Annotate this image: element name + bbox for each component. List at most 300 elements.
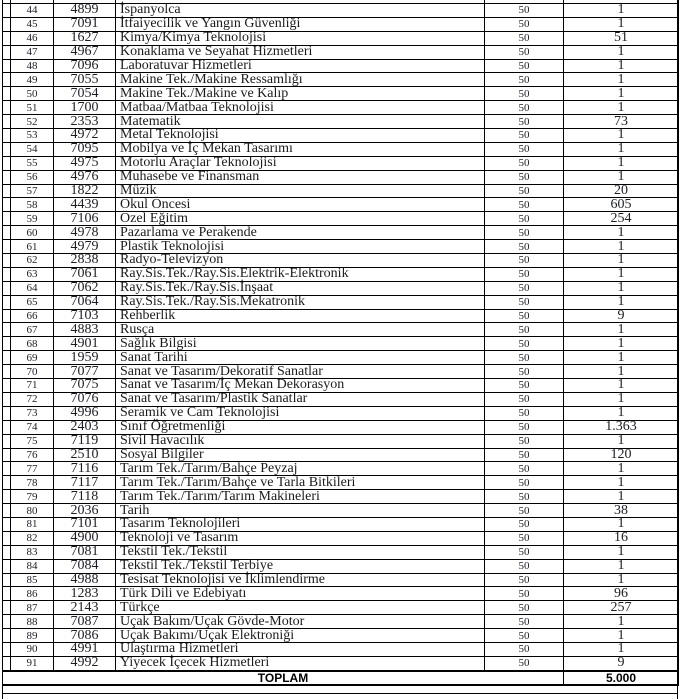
quota-cell: 50 [485,615,564,629]
table-row [3,31,679,45]
row-number-cell: 72 [11,392,54,406]
name-cell: Matematik [116,115,485,129]
code-cell: 7077 [54,365,116,379]
quota-table [2,0,679,686]
code-cell: 4979 [54,240,116,254]
name-cell: Okul Öncesi [116,198,485,212]
quota-cell: 50 [485,420,564,434]
table-row [3,476,679,490]
count-cell: 257 [564,601,679,615]
count-cell: 1 [564,629,679,643]
gutter-cell [3,87,11,101]
count-cell: 1 [564,59,679,73]
count-cell: 1 [564,170,679,184]
code-cell: 7055 [54,73,116,87]
count-cell: 1 [564,295,679,309]
quota-cell: 50 [485,170,564,184]
name-cell: Tekstil Tek./Tekstil Terbiye [116,559,485,573]
count-cell: 1 [564,254,679,268]
row-number-cell: 69 [11,351,54,365]
code-cell: 7076 [54,392,116,406]
table-row [3,629,679,643]
row-number-cell: 70 [11,365,54,379]
table-row [3,545,679,559]
row-number-cell: 59 [11,212,54,226]
gutter-cell [3,490,11,504]
quota-cell: 50 [485,629,564,643]
gutter-cell [3,101,11,115]
count-cell: 1 [564,392,679,406]
row-number-cell: 54 [11,142,54,156]
row-number-cell: 56 [11,170,54,184]
code-cell: 4988 [54,573,116,587]
quota-cell: 50 [485,295,564,309]
count-cell: 1 [564,462,679,476]
row-number-cell: 47 [11,45,54,59]
quota-cell: 50 [485,281,564,295]
count-cell: 1 [564,281,679,295]
table-row [3,587,679,601]
count-cell: 38 [564,504,679,518]
row-number-cell: 62 [11,254,54,268]
row-number-cell: 77 [11,462,54,476]
name-cell: Ulaştırma Hizmetleri [116,642,485,656]
name-cell: Sınıf Öğretmenliği [116,420,485,434]
count-cell: 73 [564,115,679,129]
quota-cell: 50 [485,476,564,490]
count-cell: 1 [564,101,679,115]
table-row [3,212,679,226]
count-cell: 1 [564,17,679,31]
name-cell: Türkçe [116,601,485,615]
row-number-cell: 84 [11,559,54,573]
table-row [3,45,679,59]
code-cell: 4975 [54,156,116,170]
code-cell: 7103 [54,309,116,323]
quota-cell: 50 [485,267,564,281]
gutter-cell [3,45,11,59]
code-cell: 7096 [54,59,116,73]
count-cell: 9 [564,656,679,670]
count-cell: 1 [564,379,679,393]
quota-cell: 50 [485,517,564,531]
gutter-cell [3,517,11,531]
row-number-cell: 90 [11,642,54,656]
name-cell: Tarım Tek./Tarım/Bahçe ve Tarla Bitkileri [116,476,485,490]
name-cell: Pazarlama ve Perakende [116,226,485,240]
count-cell: 51 [564,31,679,45]
quota-cell: 50 [485,434,564,448]
gutter-cell [3,573,11,587]
table-row [3,240,679,254]
quota-cell: 50 [485,212,564,226]
name-cell: Plastik Teknolojisi [116,240,485,254]
row-number-cell: 61 [11,240,54,254]
table-row [3,323,679,337]
table-row [3,559,679,573]
row-number-cell: 76 [11,448,54,462]
row-number-cell: 60 [11,226,54,240]
code-cell: 7087 [54,615,116,629]
quota-cell: 50 [485,462,564,476]
table-row [3,531,679,545]
table-row [3,406,679,420]
table-row [3,351,679,365]
code-cell: 7118 [54,490,116,504]
total-value: 5.000 [564,671,679,685]
quota-cell: 50 [485,115,564,129]
row-number-cell: 64 [11,281,54,295]
code-cell: 4899 [54,4,116,18]
count-cell: 1 [564,476,679,490]
code-cell: 7101 [54,517,116,531]
count-cell: 1 [564,323,679,337]
gutter-cell [3,476,11,490]
count-cell: 9 [564,309,679,323]
code-cell: 2036 [54,504,116,518]
name-cell: İspanyolca [116,4,485,18]
quota-cell: 50 [485,142,564,156]
count-cell: 120 [564,448,679,462]
table-row [3,198,679,212]
name-cell: İtfaiyecilik ve Yangın Güvenliği [116,17,485,31]
quota-cell: 50 [485,73,564,87]
next-section-border [2,693,678,694]
name-cell: Sanat ve Tasarım/İç Mekan Dekorasyon [116,379,485,393]
quota-cell: 50 [485,87,564,101]
row-number-cell: 67 [11,323,54,337]
code-cell: 7061 [54,267,116,281]
table-row [3,379,679,393]
name-cell: Ray.Sis.Tek./Ray.Sis.Mekatronik [116,295,485,309]
quota-cell: 50 [485,198,564,212]
gutter-cell [3,73,11,87]
code-cell: 4996 [54,406,116,420]
table-row [3,226,679,240]
gutter-cell [3,351,11,365]
row-number-cell: 44 [11,4,54,18]
name-cell: Tarım Tek./Tarım/Bahçe Peyzaj [116,462,485,476]
gutter-cell [3,142,11,156]
count-cell: 1 [564,351,679,365]
code-cell: 2353 [54,115,116,129]
code-cell: 7064 [54,295,116,309]
row-number-cell: 87 [11,601,54,615]
row-number-cell: 83 [11,545,54,559]
count-cell: 20 [564,184,679,198]
gutter-cell [3,629,11,643]
row-number-cell: 65 [11,295,54,309]
gutter-cell [3,365,11,379]
gutter-cell [3,281,11,295]
gutter-cell [3,156,11,170]
name-cell: Metal Teknolojisi [116,129,485,143]
table-row [3,142,679,156]
code-cell: 7081 [54,545,116,559]
quota-cell: 50 [485,4,564,18]
code-cell: 7117 [54,476,116,490]
quota-cell: 50 [485,531,564,545]
table-row [3,517,679,531]
name-cell: Sanat Tarihi [116,351,485,365]
quota-cell: 50 [485,31,564,45]
gutter-cell [3,17,11,31]
code-cell: 7116 [54,462,116,476]
table-row [3,87,679,101]
table-row [3,267,679,281]
gutter-cell [3,615,11,629]
count-cell: 1 [564,615,679,629]
row-number-cell: 55 [11,156,54,170]
quota-cell: 50 [485,642,564,656]
count-cell: 1 [564,226,679,240]
table-row [3,337,679,351]
table-row [3,656,679,670]
table-row [3,4,679,18]
table-row [3,170,679,184]
row-number-cell: 85 [11,573,54,587]
quota-cell: 50 [485,573,564,587]
table-row [3,573,679,587]
count-cell: 1 [564,573,679,587]
quota-cell: 50 [485,45,564,59]
count-cell: 1 [564,129,679,143]
gutter-cell [3,115,11,129]
gutter-cell [3,504,11,518]
quota-cell: 50 [485,323,564,337]
gutter-cell [3,4,11,18]
code-cell: 4900 [54,531,116,545]
code-cell: 7106 [54,212,116,226]
count-cell: 1 [564,45,679,59]
name-cell: Laboratuvar Hizmetleri [116,59,485,73]
quota-cell: 50 [485,587,564,601]
name-cell: Matbaa/Matbaa Teknolojisi [116,101,485,115]
row-number-cell: 58 [11,198,54,212]
code-cell: 2143 [54,601,116,615]
row-number-cell: 57 [11,184,54,198]
code-cell: 4978 [54,226,116,240]
name-cell: Sağlık Bilgisi [116,337,485,351]
quota-cell: 50 [485,545,564,559]
quota-cell: 50 [485,156,564,170]
code-cell: 4976 [54,170,116,184]
gutter-cell [3,212,11,226]
code-cell: 1627 [54,31,116,45]
name-cell: Tasarım Teknolojileri [116,517,485,531]
table-row [3,462,679,476]
gutter-cell [3,267,11,281]
quota-cell: 50 [485,129,564,143]
row-number-cell: 51 [11,101,54,115]
table-row [3,254,679,268]
row-number-cell: 53 [11,129,54,143]
code-cell: 7091 [54,17,116,31]
count-cell: 1 [564,4,679,18]
count-cell: 1 [564,142,679,156]
quota-cell: 50 [485,559,564,573]
quota-cell: 50 [485,101,564,115]
table-row [3,601,679,615]
table-row [3,392,679,406]
table-row [3,615,679,629]
count-cell: 1 [564,240,679,254]
name-cell: Makine Tek./Makine ve Kalıp [116,87,485,101]
gutter-cell [3,559,11,573]
count-cell: 16 [564,531,679,545]
table-row [3,115,679,129]
name-cell: Mobilya ve İç Mekan Tasarımı [116,142,485,156]
name-cell: Tesisat Teknolojisi ve İklimlendirme [116,573,485,587]
gutter-cell [3,601,11,615]
quota-cell: 50 [485,351,564,365]
name-cell: Rehberlik [116,309,485,323]
quota-cell: 50 [485,59,564,73]
code-cell: 4439 [54,198,116,212]
code-cell: 1822 [54,184,116,198]
code-cell: 7086 [54,629,116,643]
gutter-cell [3,642,11,656]
table-row [3,184,679,198]
code-cell: 4883 [54,323,116,337]
name-cell: Tarım Tek./Tarım/Tarım Makineleri [116,490,485,504]
total-row [3,671,679,685]
gutter-cell [3,406,11,420]
code-cell: 7084 [54,559,116,573]
quota-cell: 50 [485,309,564,323]
name-cell: Müzik [116,184,485,198]
gutter-cell [3,587,11,601]
gutter-cell [3,434,11,448]
table-row [3,504,679,518]
table-row [3,73,679,87]
count-cell: 1 [564,267,679,281]
count-cell: 1 [564,365,679,379]
quota-cell: 50 [485,184,564,198]
table-row [3,101,679,115]
table-row [3,295,679,309]
name-cell: Ray.Sis.Tek./Ray.Sis.Elektrik-Elektronik [116,267,485,281]
row-number-cell: 91 [11,656,54,670]
gutter-cell [3,295,11,309]
row-number-cell: 88 [11,615,54,629]
quota-cell: 50 [485,337,564,351]
gutter-cell [3,226,11,240]
name-cell: Yiyecek İçecek Hizmetleri [116,656,485,670]
count-cell: 254 [564,212,679,226]
gutter-cell [3,170,11,184]
count-cell: 1 [564,434,679,448]
code-cell: 2510 [54,448,116,462]
gutter-cell [3,531,11,545]
quota-cell: 50 [485,490,564,504]
table-row [3,59,679,73]
gutter-cell [3,462,11,476]
quota-cell: 50 [485,365,564,379]
code-cell: 1700 [54,101,116,115]
quota-cell: 50 [485,379,564,393]
row-number-cell: 71 [11,379,54,393]
count-cell: 1 [564,337,679,351]
count-cell: 1 [564,642,679,656]
code-cell: 2838 [54,254,116,268]
gutter-cell [3,545,11,559]
quota-cell: 50 [485,504,564,518]
count-cell: 1 [564,73,679,87]
row-number-cell: 49 [11,73,54,87]
table-row [3,448,679,462]
code-cell: 4972 [54,129,116,143]
row-number-cell: 45 [11,17,54,31]
gutter-cell [3,337,11,351]
gutter-cell [3,254,11,268]
gutter-cell [3,392,11,406]
quota-cell: 50 [485,226,564,240]
table-row [3,490,679,504]
count-cell: 1 [564,87,679,101]
row-number-cell: 80 [11,504,54,518]
table-row [3,281,679,295]
row-number-cell: 73 [11,406,54,420]
name-cell: Uçak Bakım/Uçak Gövde-Motor [116,615,485,629]
code-cell: 4991 [54,642,116,656]
row-number-cell: 82 [11,531,54,545]
row-number-cell: 89 [11,629,54,643]
row-number-cell: 63 [11,267,54,281]
row-number-cell: 48 [11,59,54,73]
name-cell: Tarih [116,504,485,518]
name-cell: Motorlu Araçlar Teknolojisi [116,156,485,170]
count-cell: 1 [564,406,679,420]
name-cell: Sanat ve Tasarım/Plastik Sanatlar [116,392,485,406]
code-cell: 7054 [54,87,116,101]
gutter-cell [3,379,11,393]
table-body [3,0,679,685]
name-cell: Türk Dili ve Edebiyatı [116,587,485,601]
quota-cell: 50 [485,601,564,615]
code-cell: 4992 [54,656,116,670]
gutter-cell [3,198,11,212]
gutter-cell [3,184,11,198]
count-cell: 96 [564,587,679,601]
name-cell: Sosyal Bilgiler [116,448,485,462]
gutter-cell [3,31,11,45]
quota-cell: 50 [485,17,564,31]
code-cell: 4901 [54,337,116,351]
code-cell: 1959 [54,351,116,365]
name-cell: Ray.Sis.Tek./Ray.Sis.İnşaat [116,281,485,295]
table-row [3,17,679,31]
name-cell: Sivil Havacılık [116,434,485,448]
row-number-cell: 78 [11,476,54,490]
quota-cell: 50 [485,656,564,670]
count-cell: 1 [564,559,679,573]
count-cell: 1 [564,545,679,559]
gutter-cell [3,59,11,73]
gutter-cell [3,448,11,462]
row-number-cell: 79 [11,490,54,504]
count-cell: 1.363 [564,420,679,434]
quota-cell: 50 [485,406,564,420]
name-cell: Radyo-Televizyon [116,254,485,268]
count-cell: 1 [564,156,679,170]
name-cell: Rusça [116,323,485,337]
table-row [3,420,679,434]
row-number-cell: 68 [11,337,54,351]
table-row [3,642,679,656]
name-cell: Tekstil Tek./Tekstil [116,545,485,559]
name-cell: Muhasebe ve Finansman [116,170,485,184]
